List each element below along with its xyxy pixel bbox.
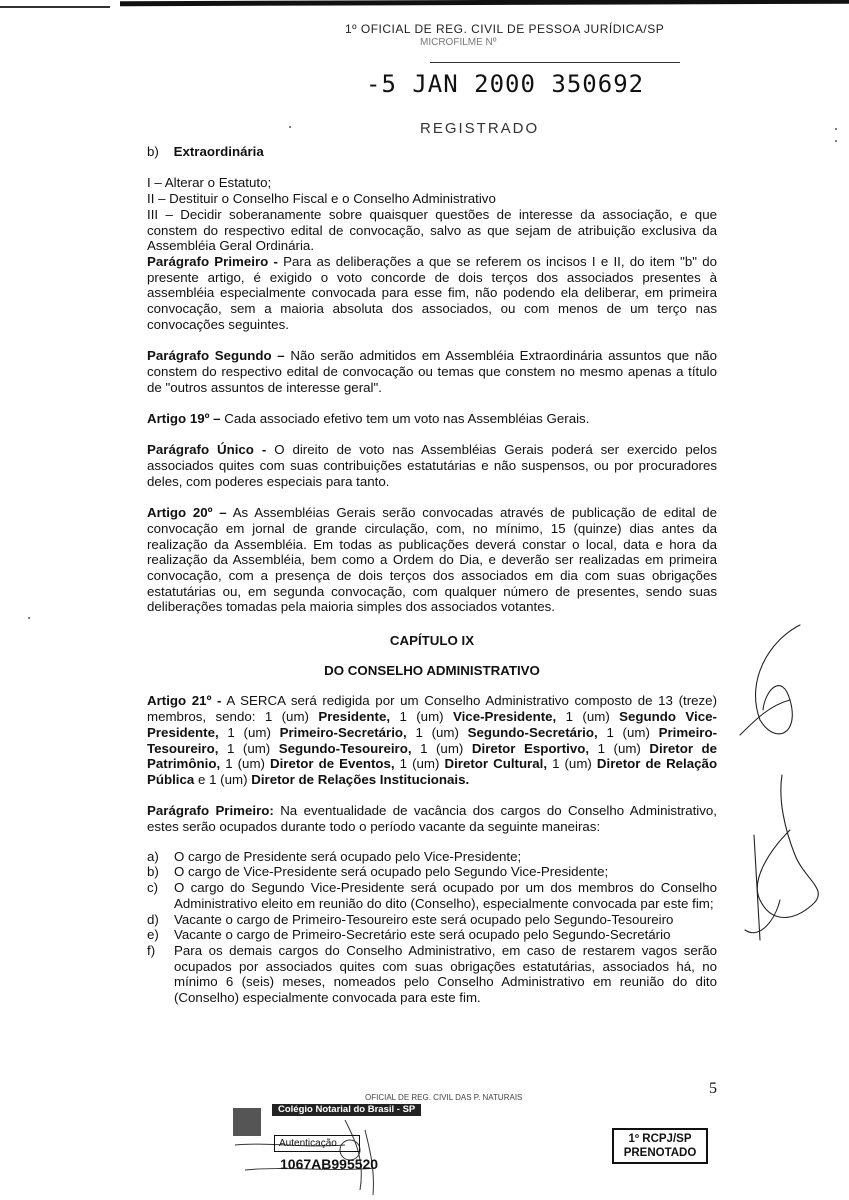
registration-number-stamp: -5 JAN 2000 350692 <box>366 70 645 98</box>
paragrafo-unico: Parágrafo Único - O direito de voto nas Assembléias Gerais poderá ser exercido pelos associados quites com suas contribuições estatutárias e não suspensos, ou por procuradores deles, com poderes especiais para tanto. <box>147 442 717 489</box>
registered-stamp: REGISTRADO <box>420 120 540 137</box>
list-item: d) Vacante o cargo de Primeiro-Tesoureiro este será ocupado pelo Segundo-Tesoureiro <box>147 911 674 927</box>
item-3: III – Decidir soberanamente sobre quaisquer questões de interesse da associação, e que constem do respectivo edital de convocação, salvo as que sejam de atribuição exclusiva da Assembléia Geral Ordinária. <box>147 206 717 254</box>
vacancy-list <box>147 849 717 1006</box>
top-scan-border-left <box>0 6 110 8</box>
list-item: c) O cargo do Segundo Vice-Presidente será ocupado por um dos membros do Conselho Administrativo eleito em reunião do dito (Conselho), especialmente convocada par este fim; <box>147 880 717 911</box>
authentication-number: 1067AB995520 <box>280 1156 379 1172</box>
notarial-seal-label: Colégio Notarial do Brasil - SP <box>272 1104 421 1116</box>
artigo-20: Artigo 20º – As Assembléias Gerais serão convocadas através de publicação de edital de convocação em jornal de grande circulação, com, no mínimo, 15 (quinze) dias antes da realização da Assembléia. Em todas as publicações deverá constar o local, data e hora da realização da Assembléia, bem como a Ordem do Dia, e deverão ser realizadas em primeira convocação, com a presença de dois terços dos associados em dia com suas obrigações estatutárias ou, em segunda convocação, com qualquer número de presentes, sendo suas deliberações tomadas pela maioria simples dos associados votantes. <box>147 505 717 615</box>
prenotado-stamp-line1: 1º RCPJ/SP <box>628 1133 692 1145</box>
initials-signature-lower <box>745 775 818 940</box>
list-item: f) Para os demais cargos do Conselho Administrativo, em caso de restarem vagos serão ocupados por associados quites com suas obrigações estatutárias, associados há, no mínimo 6 (seis) meses, nomeados pelo Conselho Administrativo em reunião do dito (Conselho) especialmente convocada para este fim. <box>147 942 717 1006</box>
page-number: 5 <box>709 1080 717 1097</box>
list-item: b) O cargo de Vice-Presidente será ocupado pelo Segundo Vice-Presidente; <box>147 864 609 880</box>
chapter-title: DO CONSELHO ADMINISTRATIVO <box>324 662 540 678</box>
registry-stamp-subline: MICROFILME Nº <box>420 37 497 48</box>
artigo-19: Artigo 19º – Cada associado efetivo tem um voto nas Assembléias Gerais. <box>147 410 590 426</box>
item-2: II – Destituir o Conselho Fiscal e o Conselho Administrativo <box>147 191 496 207</box>
scan-speck <box>835 128 837 130</box>
list-item: a) O cargo de Presidente será ocupado pelo Vice-Presidente; <box>147 848 522 864</box>
authentication-label: Autenticação <box>274 1135 360 1152</box>
paragrafo-primeiro: Parágrafo Primeiro - Para as deliberações a que se referem os incisos I e II, do item "b" do presente artigo, é exigido o voto concorde de dois terços dos associados presentes à assembléia especialmente convocada para esse fim, não podendo ela deliberar, em primeira convocação, sem a maioria absoluta dos associados, ou com menos de um terço nas convocações seguintes. <box>147 253 717 332</box>
scan-speck <box>835 140 837 142</box>
artigo-21: Artigo 21º - A SERCA será redigida por um Conselho Administrativo composto de 13 (treze) membros, sendo: 1 (um) Presidente, 1 (um) Vice-Presidente, 1 (um) Segundo Vice-Presidente, 1 (um) Primeiro-Secretário, 1 (um) Segundo-Secretário, 1 (um) Primeiro-Tesoureiro, 1 (um) Segundo-Tesoureiro, 1 (um) Diretor Esportivo, 1 (um) Diretor de Patrimônio, 1 (um) Diretor de Eventos, 1 (um) Diretor Cultural, 1 (um) Diretor de Relação Pública e 1 (um) Diretor de Relações Institucionais. <box>147 693 718 787</box>
registration-underline <box>430 62 680 63</box>
initials-signature-upper <box>740 625 800 735</box>
civil-registry-stamp: OFICIAL DE REG. CIVIL DAS P. NATURAIS <box>365 1093 523 1102</box>
prenotado-stamp <box>612 1128 708 1164</box>
chapter-heading: CAPÍTULO IX <box>389 633 475 649</box>
document-body <box>147 144 717 1006</box>
top-scan-border <box>120 0 849 6</box>
list-item: e) Vacante o cargo de Primeiro-Secretário este será ocupado pelo Segundo-Secretário <box>147 927 671 943</box>
registry-stamp-header: 1º OFICIAL DE REG. CIVIL DE PESSOA JURÍDICA/SP <box>345 22 665 36</box>
section-b-heading: b) Extraordinária <box>147 144 264 159</box>
paragrafo-primeiro-art21: Parágrafo Primeiro: Na eventualidade de vacância dos cargos do Conselho Administrativo, estes serão ocupados durante todo o período vacante da seguinte maneiras: <box>147 803 717 835</box>
prenotado-stamp-line2: PRENOTADO <box>623 1147 697 1159</box>
scan-speck <box>28 617 30 619</box>
paragrafo-segundo: Parágrafo Segundo – Não serão admitidos em Assembléia Extraordinária assuntos que não constem do respectivo edital de convocação ou temas que constem no mesmo apenas a título de "outros assuntos de interesse geral". <box>147 348 717 395</box>
scan-speck <box>289 126 291 128</box>
item-1: I – Alterar o Estatuto; <box>147 175 272 191</box>
